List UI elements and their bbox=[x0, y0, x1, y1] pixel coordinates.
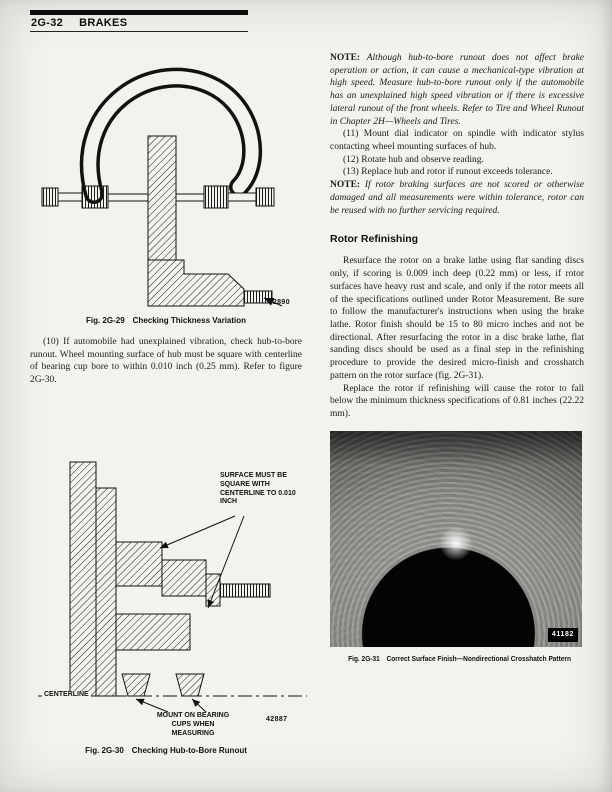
page-header bbox=[31, 17, 249, 29]
page-number: 2G-32 bbox=[31, 17, 64, 29]
wheel-stud bbox=[206, 574, 270, 606]
header-rule-thin bbox=[30, 31, 248, 32]
figure-caption-label: Fig. 2G-31 bbox=[348, 653, 380, 663]
bearing-cups bbox=[122, 674, 204, 696]
heading-rotor-refinishing: Rotor Refinishing bbox=[330, 233, 419, 246]
paragraph-resurface: Resurface the rotor on a brake lathe using flat sanding discs only, if scoring is 0.009 inch deep (0.22 mm) or less, if rotor surfaces have heavy rust and scale, and only if the rotor meets all of the specifications outlined under Rotor Measurement. Be sure to follow the manufacturer's instructions when using the brake lathe. Rotor finish should be 15 to 80 micro inches and not be directional. After resurfacing the rotor in a disc brake lathe, flat sanding discs should be used as a final step in the refinishing procedure to provide the desired micro-finish and crosshatch pattern on the rotor surface (fig. 2G-31). bbox=[330, 256, 584, 381]
note-runout bbox=[330, 52, 584, 128]
chapter-title: BRAKES bbox=[79, 17, 128, 29]
paragraph-step-10: (10) If automobile had unexplained vibration, check hub-to-bore runout. Wheel mounting surface of hub must be square with centerline of bearing cup bore to within 0.010 inch (0.25 mm). Refer to figure 2G-30. bbox=[30, 337, 302, 386]
right-column bbox=[330, 52, 584, 788]
figure-2g31-photo bbox=[330, 431, 582, 647]
figure-2g31-caption bbox=[330, 654, 584, 664]
figure-2g29 bbox=[36, 46, 296, 310]
figure-caption-label: Fig. 2G-30 bbox=[85, 746, 124, 755]
figure-2g29-number: 42890 bbox=[268, 299, 290, 306]
figure-2g30-number: 42887 bbox=[266, 716, 288, 723]
figure-2g30 bbox=[30, 438, 315, 738]
figure-2g29-caption bbox=[30, 316, 302, 325]
fig-2g29-illustration bbox=[36, 46, 296, 310]
header-rule-thick bbox=[30, 10, 248, 15]
figure-caption-title: Correct Surface Finish—Nondirectional Crosshatch Pattern bbox=[386, 653, 571, 663]
figure-2g30-caption bbox=[30, 746, 302, 755]
figure-2g30-label-surface: SURFACE MUST BE SQUARE WITH CENTERLINE TO 0.010 INCH bbox=[220, 472, 296, 506]
figure-2g30-label-centerline: CENTERLINE bbox=[44, 691, 89, 698]
step-13: (13) Replace hub and rotor if runout exceeds tolerance. bbox=[343, 167, 553, 178]
figure-2g31-number: 41182 bbox=[548, 628, 578, 641]
figure-caption-title: Checking Hub-to-Bore Runout bbox=[131, 746, 247, 755]
note-label: NOTE: bbox=[330, 180, 361, 191]
figure-caption-title: Checking Thickness Variation bbox=[132, 316, 247, 325]
hub-cross-section bbox=[148, 260, 272, 306]
figure-2g30-label-mount: MOUNT ON BEARING CUPS WHEN MEASURING bbox=[156, 712, 230, 737]
note-text: Although hub-to-bore runout does not affect brake operation or action, it can cause a mechanical-type vibration at high speed. Measure hub-to-bore runout only if the automobile has an unexplained high speed vibration or if there is excessive lateral runout of the front wheels. Refer to Tire and Wheel Runout in Chapter 2H—Wheels and Tires. bbox=[330, 53, 584, 127]
note-rotor-reuse bbox=[330, 179, 584, 217]
note-label: NOTE: bbox=[330, 53, 361, 63]
hub-mounting-plate bbox=[70, 462, 116, 696]
note-text: If rotor braking surfaces are not scored or otherwise damaged and all measurements were within tolerance, rotor can be reused with no further servicing required. bbox=[330, 180, 584, 216]
figure-caption-label: Fig. 2G-29 bbox=[85, 316, 125, 325]
rotor-cross-section bbox=[148, 136, 176, 260]
step-11: (11) Mount dial indicator on spindle with indicator stylus contacting wheel mounting surfaces of hub. bbox=[330, 129, 584, 153]
step-12: (12) Rotate hub and observe reading. bbox=[343, 154, 484, 165]
paragraph-replace: Replace the rotor if refinishing will cause the rotor to fall below the minimum thickness specifications of 0.81 inches (22.22 mm). bbox=[330, 383, 584, 420]
hub-body bbox=[116, 542, 206, 650]
